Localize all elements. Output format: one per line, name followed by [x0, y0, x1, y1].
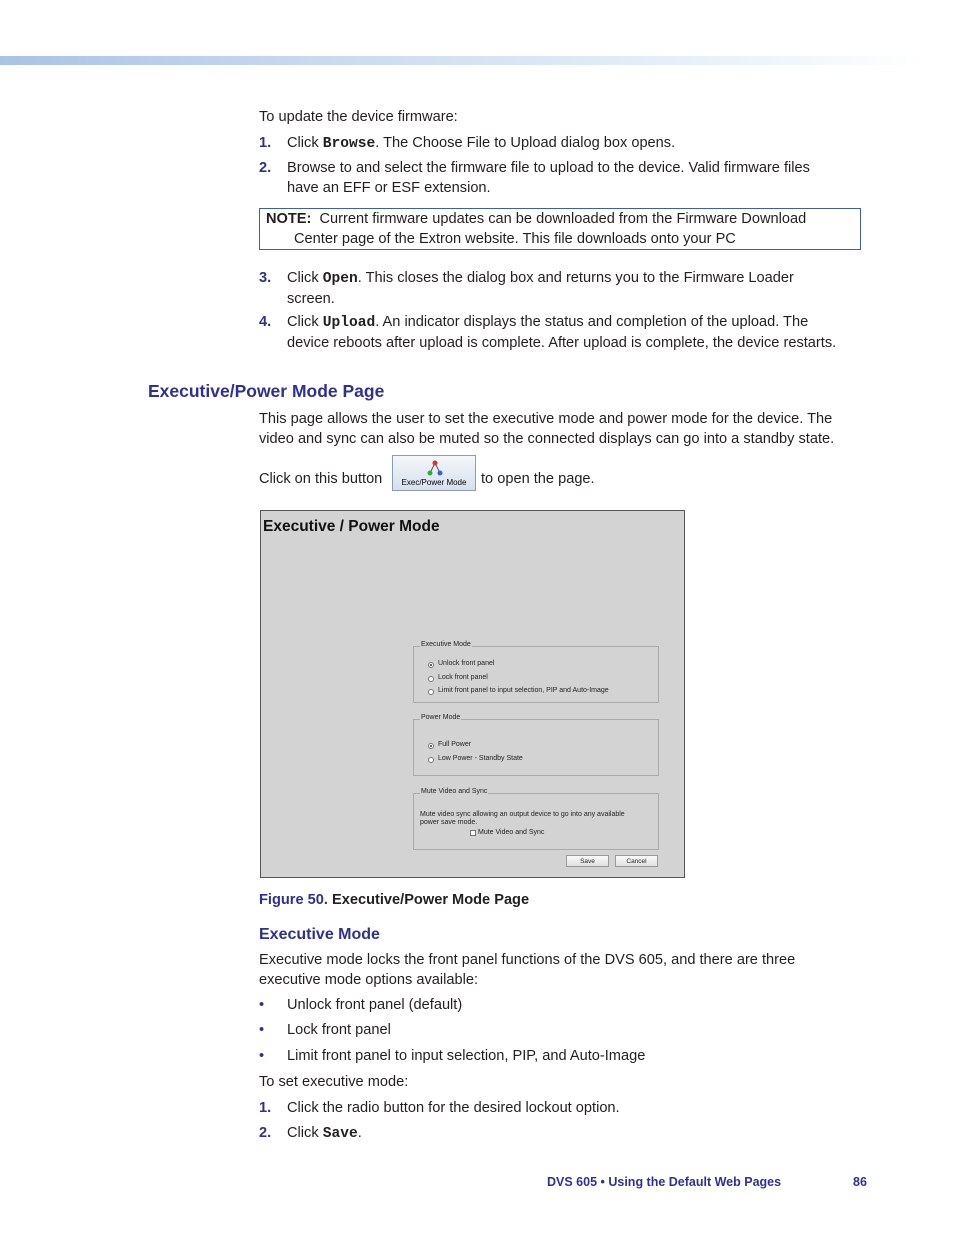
- bullet-item: • Unlock front panel (default): [259, 997, 463, 1013]
- save-code: Save: [322, 1126, 358, 1142]
- exec-mode-group: Executive Mode Unlock front panel Lock front panel Limit front panel to input selection, PIP and Auto-Image: [413, 646, 659, 703]
- screenshot-title: Executive / Power Mode: [263, 518, 440, 535]
- save-button[interactable]: Save: [566, 855, 609, 867]
- section-title: Executive/Power Mode Page: [148, 381, 385, 401]
- click-text-post: to open the page.: [481, 471, 595, 487]
- radio-full-power[interactable]: [428, 743, 434, 749]
- footer-doc: DVS 605 • Using the Default Web Pages: [547, 1175, 782, 1189]
- note-box: NOTE: Current firmware updates can be downloaded from the Firmware Download Center page of the Extron website. This file downloads onto your PC: [259, 208, 861, 250]
- section-intro: This page allows the user to set the executive mode and power mode for the device. The video and sync can also be muted so the connected displays can go into a standby state.: [259, 411, 835, 447]
- click-text: Click on this button: [259, 471, 383, 487]
- exec-power-mode-button[interactable]: [392, 455, 476, 491]
- exec-mode-desc: Executive mode locks the front panel functions of the DVS 605, and there are three executive mode options available:: [259, 952, 796, 988]
- exec-mode-title: Executive Mode: [259, 926, 380, 943]
- power-mode-group: Power Mode Full Power Low Power - Standby State: [413, 719, 659, 776]
- network-icon: [426, 459, 444, 477]
- firmware-step-2: 2. Browse to and select the firmware file to upload to the device. Valid firmware files have an EFF or ESF extension.: [259, 160, 810, 196]
- open-code: Open: [322, 271, 358, 287]
- mute-group: Mute Video and Sync Mute video sync allowing an output device to go into any available power save mode. Mute Video and Sync: [413, 793, 659, 850]
- firmware-step-4: 4. Click Upload. An indicator displays the status and completion of the upload. The device reboots after upload is complete. After upload is complete, the device restarts.: [259, 314, 837, 351]
- note-label: NOTE:: [266, 211, 312, 227]
- exec-step-2: 2. Click Save.: [259, 1125, 362, 1142]
- bullet-item: • Lock front panel: [259, 1022, 391, 1038]
- bullet-item: • Limit front panel to input selection, PIP, and Auto-Image: [259, 1048, 646, 1064]
- page-number: 86: [853, 1175, 867, 1189]
- upload-code: Upload: [322, 315, 376, 331]
- radio-lock[interactable]: [428, 676, 434, 682]
- firmware-step-3: 3. Click Open. This closes the dialog box and returns you to the Firmware Loader screen.: [259, 270, 794, 307]
- header-gradient-bar: [0, 56, 930, 65]
- radio-low-power[interactable]: [428, 757, 434, 763]
- cancel-button[interactable]: Cancel: [615, 855, 658, 867]
- radio-limit[interactable]: [428, 689, 434, 695]
- mute-checkbox[interactable]: [470, 830, 476, 836]
- exec-power-mode-screenshot: [260, 510, 685, 878]
- radio-unlock[interactable]: [428, 662, 434, 668]
- browse-code: Browse: [322, 136, 376, 152]
- firmware-heading: To update the device firmware:: [259, 109, 458, 125]
- figure-caption: Figure 50. Executive/Power Mode Page: [259, 892, 530, 908]
- set-exec-heading: To set executive mode:: [259, 1074, 409, 1090]
- firmware-step-1: 1. Click Browse. The Choose File to Upload dialog box opens.: [259, 135, 676, 152]
- exec-step-1: 1. Click the radio button for the desired lockout option.: [259, 1100, 620, 1116]
- exec-power-mode-label: Exec/Power Mode: [401, 478, 467, 487]
